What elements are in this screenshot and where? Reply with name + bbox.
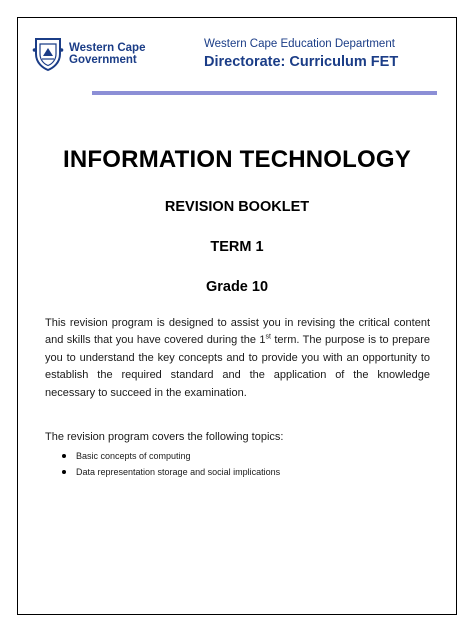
government-logo [32,36,145,72]
coat-of-arms-icon [32,36,64,72]
topics-list [62,449,280,481]
intro-paragraph [45,315,430,402]
topics-intro: The revision program covers the following topics: [45,431,284,443]
page-border [17,17,457,615]
list-item: Data representation storage and social implications [62,465,280,481]
directorate-name: Directorate: Curriculum FET [204,54,399,70]
ordinal-suffix: st [265,333,271,341]
department-block [204,37,398,72]
intro-text-part1: This revision program is designed to assist you in revising the critical content and skills that you have covered during the 1 [45,317,430,347]
grade-label: Grade 10 [205,279,269,295]
logo-line1: Western Cape [69,41,146,54]
term-label: TERM 1 [210,239,264,255]
department-name: Western Cape Education Department [204,38,395,50]
intro-text-part2: term. The purpose is to prepare you to understand the key concepts and to provide you with an opportunity to establish the required standard and the application of the knowledge necessary to succeed in the examination. [45,334,430,399]
list-item: Basic concepts of computing [62,449,280,465]
header-divider [92,91,437,95]
document-title: INFORMATION TECHNOLOGY [63,146,411,173]
booklet-label: REVISION BOOKLET [164,199,310,215]
logo-text [69,42,145,67]
header [18,18,456,98]
logo-line2: Government [69,54,137,66]
